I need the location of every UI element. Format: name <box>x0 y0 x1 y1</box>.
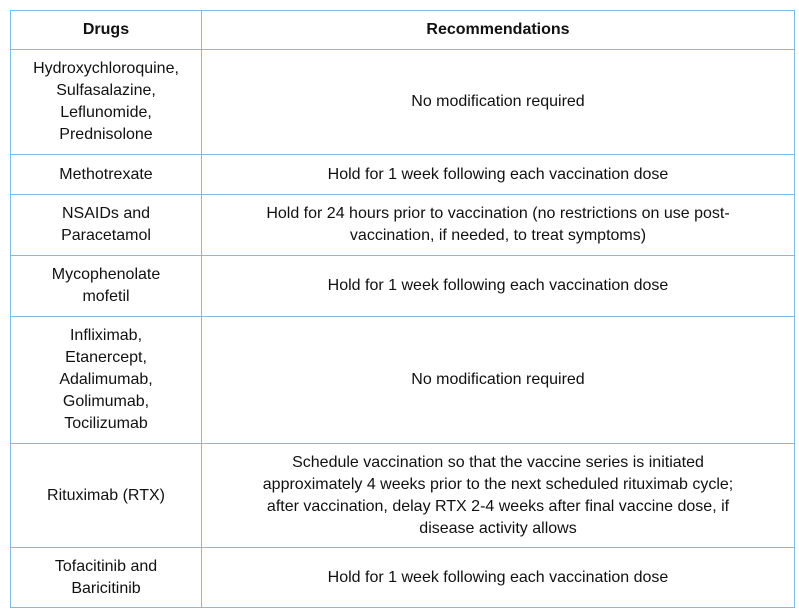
header-row <box>11 11 795 50</box>
recommendation-line: Hold for 1 week following each vaccination dose <box>327 165 669 183</box>
recommendation-line: disease activity allows <box>419 519 577 537</box>
drug-name-line: Methotrexate <box>59 165 153 183</box>
drug-name-line: Tofacitinib and <box>54 557 158 575</box>
drug-name-line: Leflunomide, <box>60 104 152 121</box>
drug-name-line: Tocilizumab <box>64 415 148 432</box>
table-row <box>11 155 795 195</box>
recommendation-cell <box>202 444 795 548</box>
drug-name-line: Sulfasalazine, <box>56 82 156 99</box>
recommendation-cell <box>202 548 795 608</box>
table-row <box>11 548 795 608</box>
drug-cell <box>11 155 202 195</box>
drug-name-line: Golimumab, <box>62 393 150 410</box>
drug-name-line: Mycophenolate <box>51 266 161 283</box>
drug-name-line: Baricitinib <box>71 579 141 597</box>
recommendation-cell <box>202 195 795 256</box>
recommendation-line: No modification required <box>411 93 585 110</box>
recommendation-cell <box>202 317 795 444</box>
drug-name-line: Rituximab (RTX) <box>47 486 165 504</box>
recommendation-cell <box>202 256 795 317</box>
table-row <box>11 317 795 444</box>
recommendation-line: Hold for 1 week following each vaccination dose <box>327 568 669 586</box>
recommendation-line: vaccination, if needed, to treat symptoms) <box>349 227 647 244</box>
recommendation-cell <box>202 50 795 155</box>
drug-name-line: Paracetamol <box>61 227 151 244</box>
drug-name-line: Hydroxychloroquine, <box>33 60 179 77</box>
drug-name-line: mofetil <box>82 288 130 305</box>
recommendation-line: Hold for 24 hours prior to vaccination (no restrictions on use post- <box>266 205 730 222</box>
drug-name-line: Prednisolone <box>59 126 153 143</box>
drug-cell <box>11 317 202 444</box>
recommendation-line: approximately 4 weeks prior to the next scheduled rituximab cycle; <box>262 475 734 493</box>
table-row <box>11 256 795 317</box>
drug-cell <box>11 548 202 608</box>
recommendation-line: Hold for 1 week following each vaccination dose <box>327 277 669 294</box>
drug-recommendations-table <box>10 10 795 608</box>
table-row <box>11 195 795 256</box>
drug-name-line: Adalimumab, <box>59 371 153 388</box>
drug-cell <box>11 444 202 548</box>
table-row <box>11 50 795 155</box>
recommendation-line: after vaccination, delay RTX 2-4 weeks after final vaccine dose, if <box>266 497 730 515</box>
drug-name-line: Infliximab, <box>69 327 143 344</box>
recommendation-line: No modification required <box>411 371 585 388</box>
drug-cell <box>11 50 202 155</box>
header-recommendations: Recommendations <box>202 11 795 50</box>
drug-name-line: Etanercept, <box>65 349 147 366</box>
drug-cell <box>11 256 202 317</box>
table-row <box>11 444 795 548</box>
header-drugs: Drugs <box>11 11 202 50</box>
drug-cell <box>11 195 202 256</box>
recommendation-cell <box>202 155 795 195</box>
drug-name-line: NSAIDs and <box>61 205 151 222</box>
recommendation-line: Schedule vaccination so that the vaccine series is initiated <box>292 453 704 471</box>
